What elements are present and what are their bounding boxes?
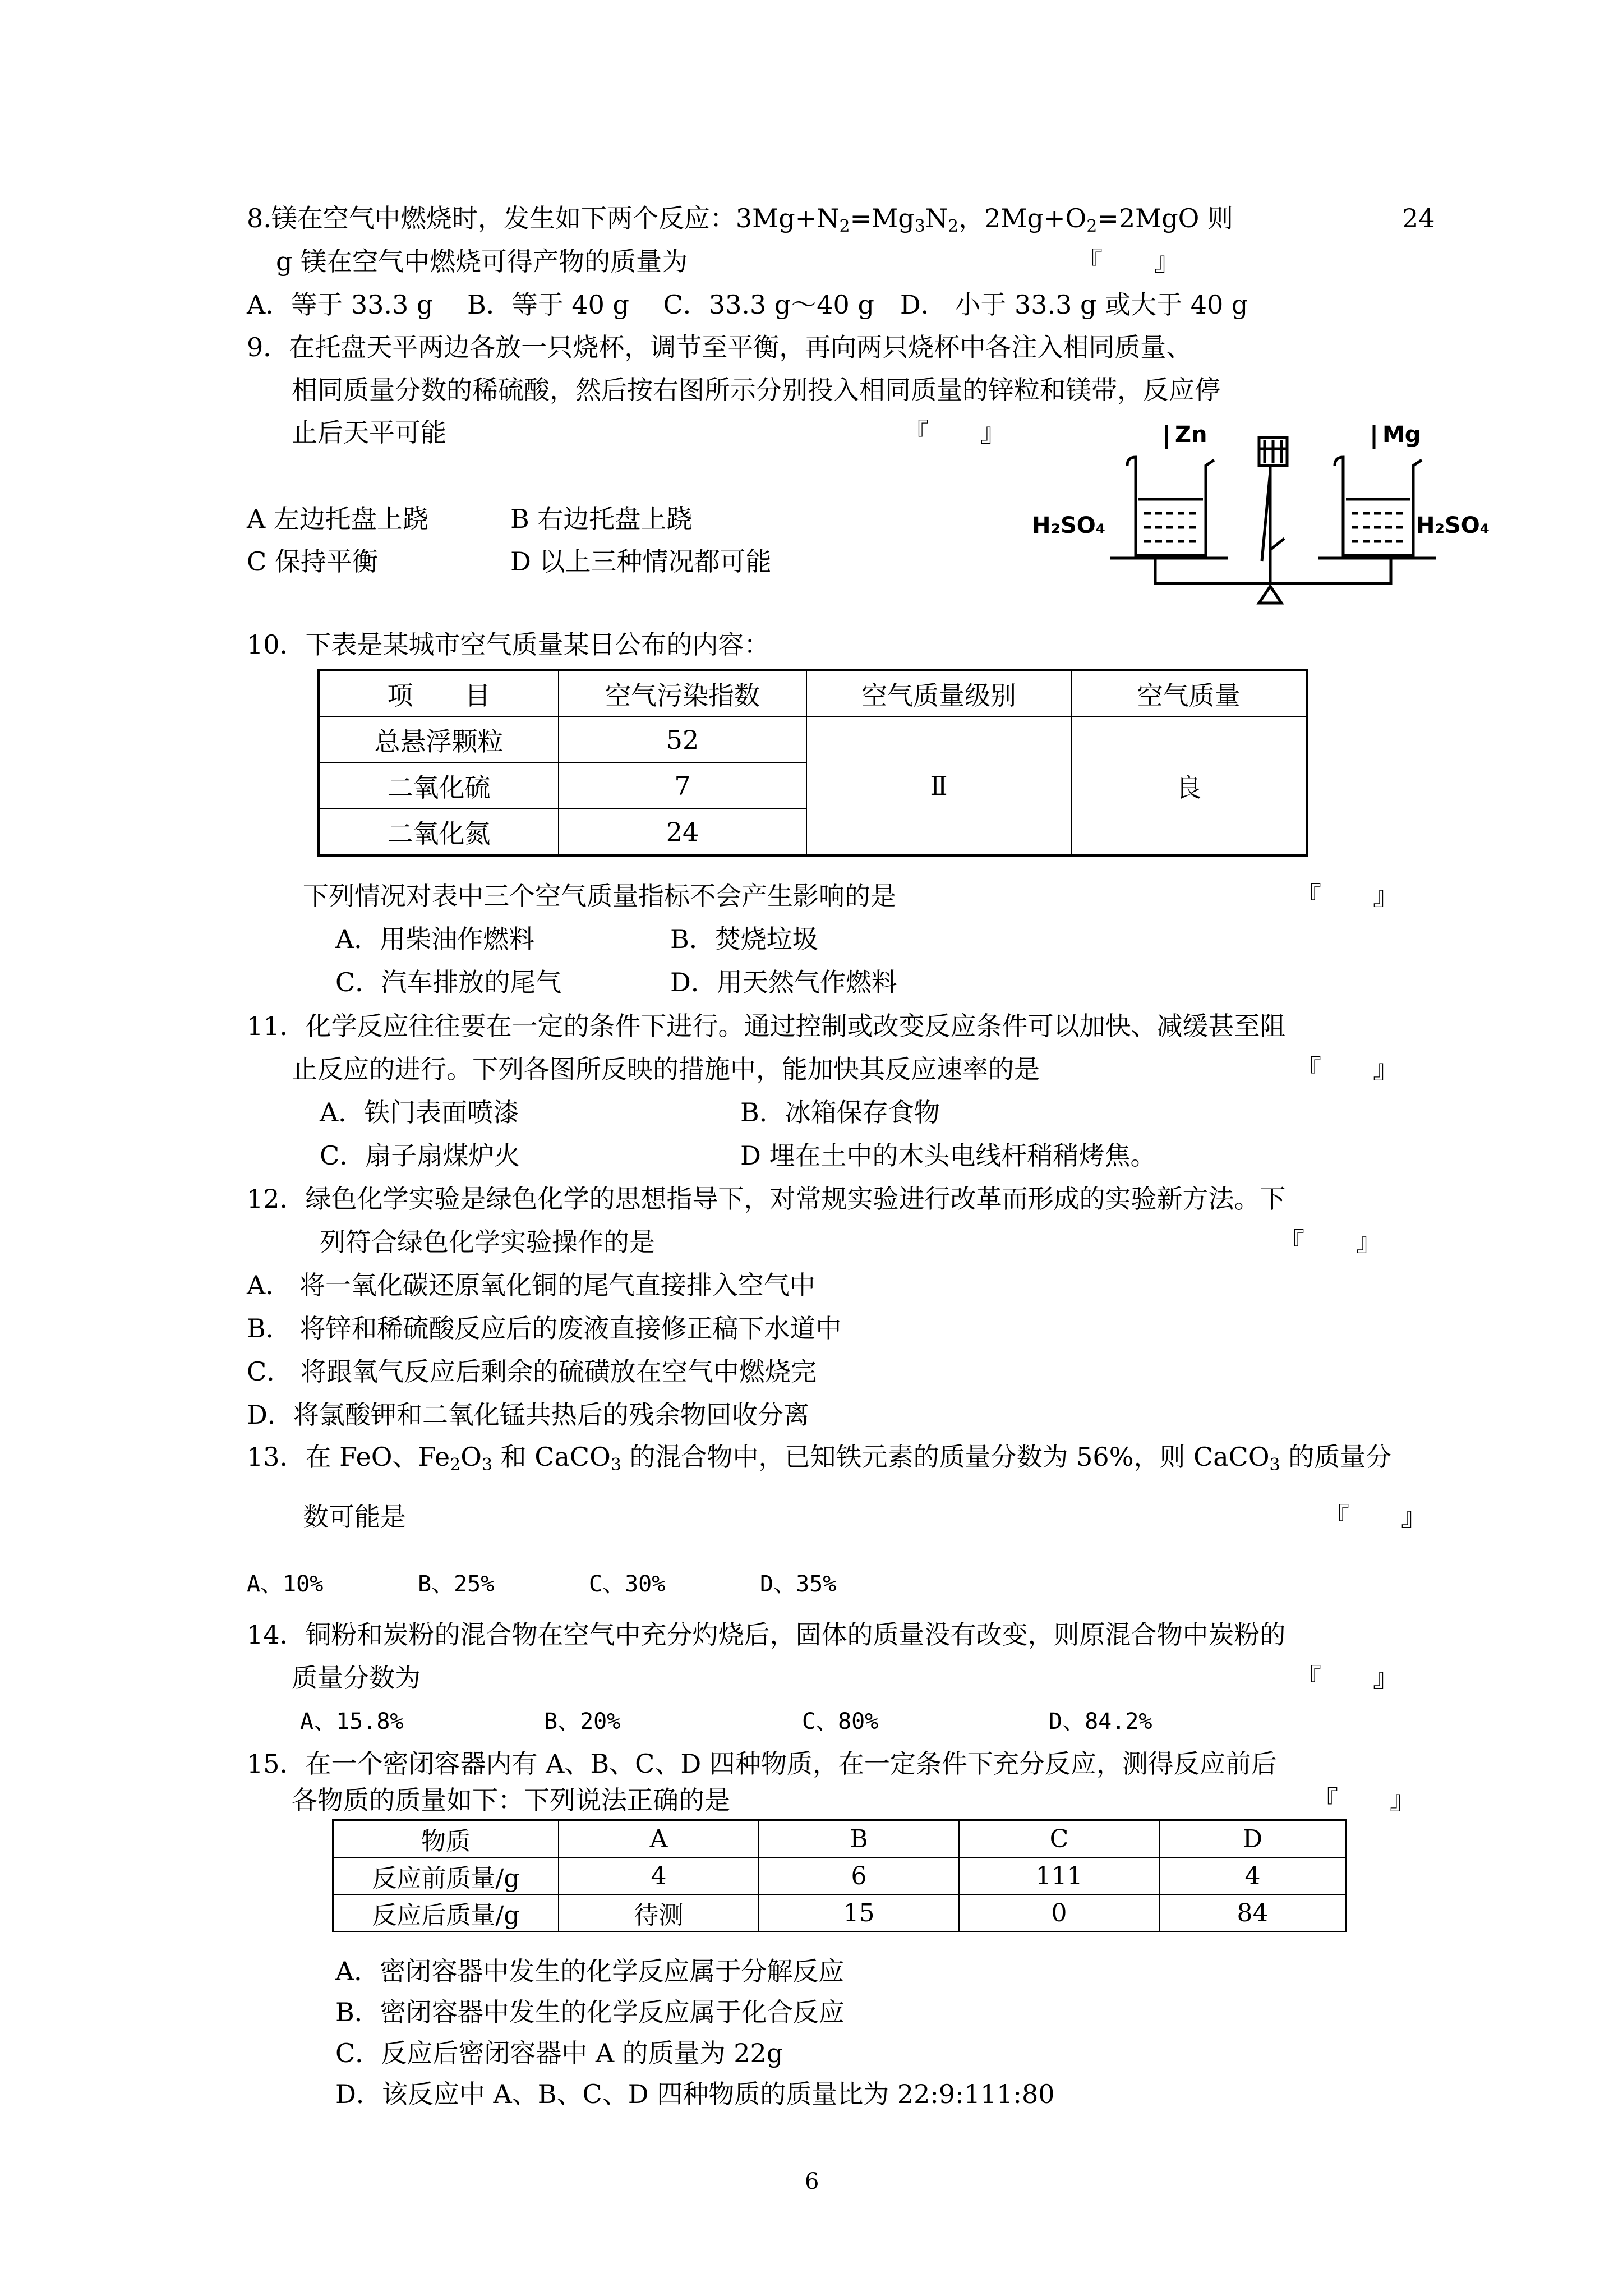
q9-option-c: C 保持平衡 (247, 546, 378, 577)
q10-intro: 10．下表是某城市空气质量某日公布的内容： (247, 629, 770, 660)
table-cell: 24 (559, 809, 806, 856)
q13-line2: 数可能是 (303, 1502, 406, 1532)
q13-line1: 13．在 FeO、$Fe_2O_3$ 和 CaCO$_3$ 的混合物中，已知铁元素的质量分数为 56%，则 CaCO$_3$ 的质量分 (247, 1442, 1392, 1475)
balance-figure (1032, 415, 1492, 617)
q13-option-d: D、35% (760, 1571, 837, 1597)
q15-option-c: C．反应后密闭容器中 A 的质量为 22g (335, 2038, 783, 2068)
header-cell: 空气污染指数 (559, 670, 806, 717)
mg-label: Mg (1382, 422, 1421, 448)
q15-line1: 15．在一个密闭容器内有 A、B、C、D 四种物质，在一定条件下充分反应，测得反应前后 (247, 1749, 1277, 1779)
balance-base (1155, 558, 1391, 583)
q10-bracket: 『 』 (1295, 881, 1399, 911)
table-cell: 4 (559, 1857, 759, 1894)
q12-option-a: A． 将一氧化碳还原氧化铜的尾气直接排入空气中 (247, 1270, 815, 1300)
table-cell: 反应后质量/g (333, 1894, 559, 1932)
q9-option-d: D 以上三种情况都可能 (510, 546, 772, 577)
q10-option-a: A．用柴油作燃料 (335, 924, 535, 954)
q14-option-d: D、84.2% (1049, 1709, 1152, 1734)
table-row (333, 1894, 1347, 1932)
q9-line3: 止后天平可能 (292, 417, 446, 448)
table-cell: 15 (759, 1894, 959, 1932)
q8-bracket: 『 』 (1077, 246, 1180, 277)
q14-line1: 14．铜粉和炭粉的混合物在空气中充分灼烧后，固体的质量没有改变，则原混合物中炭粉的 (247, 1619, 1286, 1650)
header-cell: 空气质量 (1071, 670, 1307, 717)
q14-option-a: A、15.8% (300, 1709, 404, 1734)
q11-option-d: D 埋在土中的木头电线杆稍稍烤焦。 (740, 1140, 1156, 1171)
q13-option-a: A、10% (247, 1571, 324, 1597)
header-cell: 空气质量级别 (806, 670, 1071, 717)
table-cell: 111 (959, 1857, 1159, 1894)
table-cell: 6 (759, 1857, 959, 1894)
table-cell: 4 (1159, 1857, 1347, 1894)
q9-option-a: A 左边托盘上跷 (247, 504, 428, 534)
q8-number: 24 (1402, 203, 1435, 233)
q13-bracket: 『 』 (1324, 1502, 1427, 1532)
q11-option-a: A．铁门表面喷漆 (320, 1097, 519, 1128)
q13-option-c: C、30% (589, 1571, 666, 1597)
header-cell: B (759, 1820, 959, 1858)
q12-line1: 12．绿色化学实验是绿色化学的思想指导下，对常规实验进行改革而形成的实验新方法。下 (247, 1184, 1286, 1214)
q11-option-b: B．冰箱保存食物 (740, 1097, 940, 1128)
q9-option-b: B 右边托盘上跷 (510, 504, 693, 534)
q15-option-a: A．密闭容器中发生的化学反应属于分解反应 (335, 1956, 845, 1986)
table-cell: 7 (559, 763, 806, 809)
table-cell: 待测 (559, 1894, 759, 1932)
page-number: 6 (805, 2169, 819, 2194)
acid-label-left: H₂SO₄ (1032, 513, 1106, 539)
q14-bracket: 『 』 (1295, 1663, 1399, 1693)
table-header-row (333, 1820, 1347, 1858)
q10-option-b: B．焚烧垃圾 (670, 924, 818, 954)
table-header-row (319, 670, 1307, 717)
table-row (333, 1857, 1347, 1894)
q12-option-c: C． 将跟氧气反应后剩余的硫磺放在空气中燃烧完 (247, 1356, 817, 1387)
q11-line2: 止反应的进行。下列各图所反映的措施中，能加快其反应速率的是 (292, 1054, 1040, 1084)
q15-line2: 各物质的质量如下：下列说法正确的是 (292, 1785, 730, 1815)
q12-option-b: B． 将锌和稀硫酸反应后的废液直接修正稿下水道中 (247, 1313, 842, 1343)
q11-option-c: C．扇子扇煤炉火 (320, 1140, 520, 1171)
q10-option-d: D．用天然气作燃料 (670, 967, 897, 997)
table-cell: 84 (1159, 1894, 1347, 1932)
q15-option-d: D．该反应中 A、B、C、D 四种物质的质量比为 22:9:111:80 (335, 2079, 1055, 2109)
table-row (319, 717, 1307, 763)
table-cell: 52 (559, 717, 806, 763)
header-cell: 项 目 (319, 670, 559, 717)
q15-bracket: 『 』 (1312, 1785, 1415, 1815)
air-quality-table (317, 669, 1308, 857)
q14-option-c: C、80% (802, 1709, 879, 1734)
q12-line2: 列符合绿色化学实验操作的是 (320, 1227, 655, 1257)
q9-line1: 9．在托盘天平两边各放一只烧杯，调节至平衡，再向两只烧杯中各注入相同质量、 (247, 332, 1192, 362)
table-cell: 总悬浮颗粒 (319, 717, 559, 763)
q14-option-b: B、20% (544, 1709, 621, 1734)
header-cell: 物质 (333, 1820, 559, 1858)
mass-table (332, 1819, 1347, 1932)
q12-option-d: D．将氯酸钾和二氧化锰共热后的残余物回收分离 (247, 1400, 809, 1430)
q8-line1: 8.镁在空气中燃烧时，发生如下两个反应：$3Mg+N_2=Mg_3N_2$，$2Mg+O_2=2MgO$ 则 (247, 203, 1233, 236)
q8-options: A．等于 33.3 g B．等于 40 g C．33.3 g～40 g D． 小于 33.3 g 或大于 40 g (247, 289, 1248, 320)
q9-line2: 相同质量分数的稀硫酸，然后按右图所示分别投入相同质量的锌粒和镁带，反应停 (292, 375, 1220, 405)
q11-bracket: 『 』 (1295, 1054, 1399, 1084)
header-cell: D (1159, 1820, 1347, 1858)
q11-line1: 11．化学反应往往要在一定的条件下进行。通过控制或改变反应条件可以加快、减缓甚至阻 (247, 1011, 1286, 1041)
balance-knob (1259, 586, 1281, 603)
table-cell: 二氧化氮 (319, 809, 559, 856)
q15-option-b: B．密闭容器中发生的化学反应属于化合反应 (335, 1997, 845, 2027)
air-quality-rating: 良 (1071, 717, 1307, 856)
q12-bracket: 『 』 (1279, 1227, 1382, 1257)
table-cell: 反应前质量/g (333, 1857, 559, 1894)
acid-label-right: H₂SO₄ (1416, 513, 1490, 539)
header-cell: A (559, 1820, 759, 1858)
q14-line2: 质量分数为 (292, 1663, 421, 1693)
q9-bracket: 『 』 (903, 417, 1006, 448)
table-cell: 二氧化硫 (319, 763, 559, 809)
zn-label: Zn (1175, 422, 1207, 448)
q8-line2: g 镁在空气中燃烧可得产物的质量为 (276, 246, 688, 277)
q13-option-b: B、25% (418, 1571, 495, 1597)
q10-question: 下列情况对表中三个空气质量指标不会产生影响的是 (303, 881, 896, 911)
header-cell: C (959, 1820, 1159, 1858)
table-cell: 0 (959, 1894, 1159, 1932)
air-quality-level: Ⅱ (806, 717, 1071, 856)
q10-option-c: C．汽车排放的尾气 (335, 967, 562, 997)
